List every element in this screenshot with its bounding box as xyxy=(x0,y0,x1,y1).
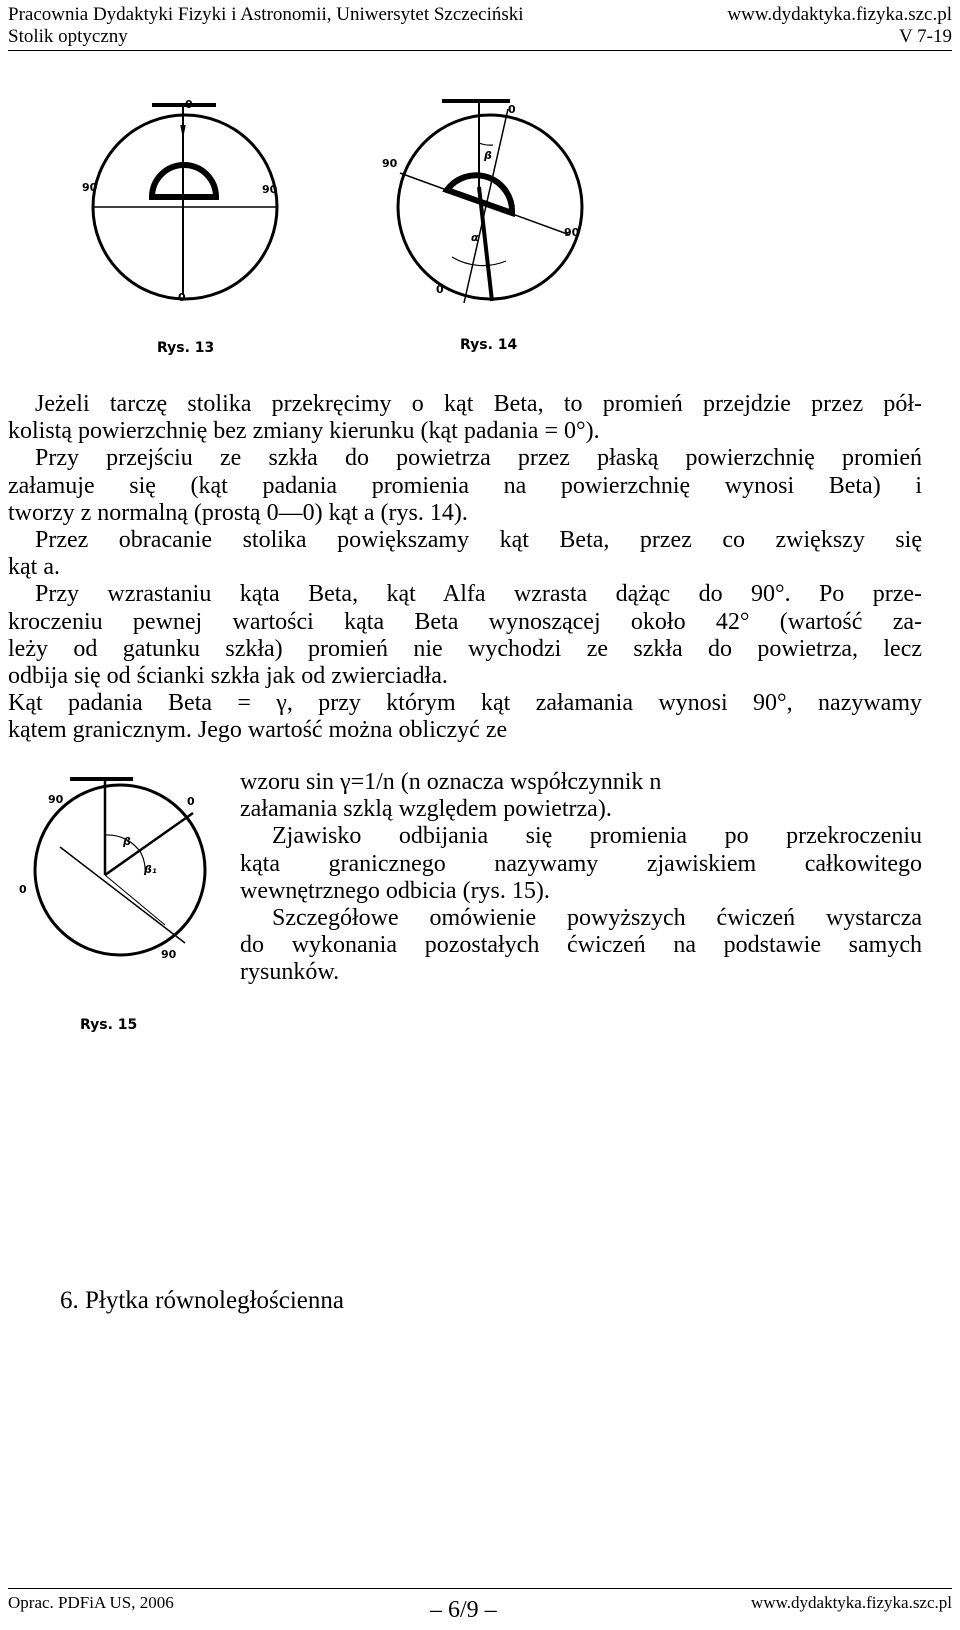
figure-15-diagram xyxy=(15,775,225,965)
paragraph-2-line-3: tworzy z normalną (prostą 0—0) kąt a (rys. 14). xyxy=(8,499,468,526)
paragraph-5-line-2: kątem granicznym. Jego wartość można obliczyć ze xyxy=(8,717,508,744)
fig14-label-alpha: α xyxy=(471,231,479,244)
paragraph-1-line-1: Jeżeli tarczę stolika przekręcimy o kąt Beta, to promień przejdzie przez pół- xyxy=(35,391,922,417)
paragraph-7-line-1: Szczegółowe omówienie powyższych ćwiczeń wystarcza xyxy=(272,905,922,932)
paragraph-4-line-4: odbija się od ścianki szkła jak od zwierciadła. xyxy=(8,663,448,690)
fig14-label-bottom: 0 xyxy=(436,283,444,296)
paragraph-7-line-3: rysunków. xyxy=(240,959,340,986)
footer-website-link[interactable]: www.dydaktyka.fizyka.szc.pl xyxy=(751,1593,952,1612)
figure-15-caption: Rys. 15 xyxy=(80,1017,138,1033)
paragraph-3-line-1: Przez obracanie stolika powiększamy kąt Beta, przez co zwiększy się xyxy=(35,527,922,554)
fig14-label-left: 90 xyxy=(382,157,398,170)
fig15-label-left: 0 xyxy=(19,883,27,896)
fig13-label-top: 0 xyxy=(185,98,193,111)
fig15-label-right: 0 xyxy=(187,795,195,808)
paragraph-5-line-1: Kąt padania Beta = γ, przy którym kąt załamania wynosi 90°, nazywamy xyxy=(8,690,922,717)
fig14-label-beta: β xyxy=(484,149,492,162)
body-text-lower xyxy=(240,769,922,987)
fig13-label-left: 90 xyxy=(82,181,98,194)
paragraph-4-line-1: Przy wzrastaniu kąta Beta, kąt Alfa wzrasta dążąc do 90°. Po prze- xyxy=(35,581,922,608)
fig13-label-right: 90 xyxy=(262,183,278,196)
paragraph-7-line-2: do wykonania pozostałych ćwiczeń na podstawie samych xyxy=(240,932,922,959)
paragraph-4-line-3: leży od gatunku szkła) promień nie wychodzi ze szkła do powietrza, lecz xyxy=(8,635,922,662)
figure-13-diagram xyxy=(80,95,290,320)
paragraph-1-line-2: kolistą powierzchnię bez zmiany kierunku (kąt padania = 0°). xyxy=(8,418,600,445)
paragraph-6-line-3: wewnętrznego odbicia (rys. 15). xyxy=(240,877,550,904)
section-heading: 6. Płytka równoległościenna xyxy=(60,1287,344,1314)
paragraph-5-line-4: załamania szklą względem powietrza). xyxy=(240,796,612,823)
paragraph-6-line-1: Zjawisko odbijania się promienia po przekroczeniu xyxy=(272,823,922,850)
figure-13-caption: Rys. 13 xyxy=(157,340,215,356)
footer-credit: Oprac. PDFiA US, 2006 xyxy=(8,1593,174,1612)
header-rule xyxy=(8,50,952,51)
paragraph-2-line-1: Przy przejściu ze szkła do powietrza przez płaską powierzchnię promień xyxy=(35,445,922,472)
header-page-code: V 7-19 xyxy=(899,26,952,47)
paragraph-5-line-3: wzoru sin γ=1/n (n oznacza współczynnik n xyxy=(240,769,662,795)
fig15-label-beta1: β₁ xyxy=(144,863,157,876)
page-number: – 6/9 – xyxy=(430,1597,497,1623)
fig15-label-top: 90 xyxy=(48,793,64,806)
body-text-upper xyxy=(8,391,922,745)
header-title: Stolik optyczny xyxy=(8,26,128,47)
fig15-label-beta: β xyxy=(123,835,131,848)
figure-14-diagram xyxy=(380,95,605,320)
fig14-label-top: 0 xyxy=(508,103,516,116)
header-institution: Pracownia Dydaktyki Fizyki i Astronomii, Uniwersytet Szczeciński xyxy=(8,4,524,25)
footer-rule xyxy=(8,1588,952,1589)
header-website-link[interactable]: www.dydaktyka.fizyka.szc.pl xyxy=(727,4,952,25)
fig14-label-right: 90 xyxy=(564,226,580,239)
fig13-label-bottom: 0 xyxy=(178,291,186,304)
header-line-2 xyxy=(8,26,952,48)
figure-14-caption: Rys. 14 xyxy=(460,337,518,353)
paragraph-6-line-2: kąta granicznego nazywamy zjawiskiem całkowitego xyxy=(240,850,922,877)
fig15-label-bottom: 90 xyxy=(161,948,177,961)
paragraph-4-line-2: kroczeniu pewnej wartości kąta Beta wynoszącej około 42° (wartość za- xyxy=(8,608,922,635)
header-line-1 xyxy=(8,4,952,26)
paragraph-2-line-2: załamuje się (kąt padania promienia na powierzchnię wynosi Beta) i xyxy=(8,472,922,499)
paragraph-3-line-2: kąt a. xyxy=(8,554,60,581)
